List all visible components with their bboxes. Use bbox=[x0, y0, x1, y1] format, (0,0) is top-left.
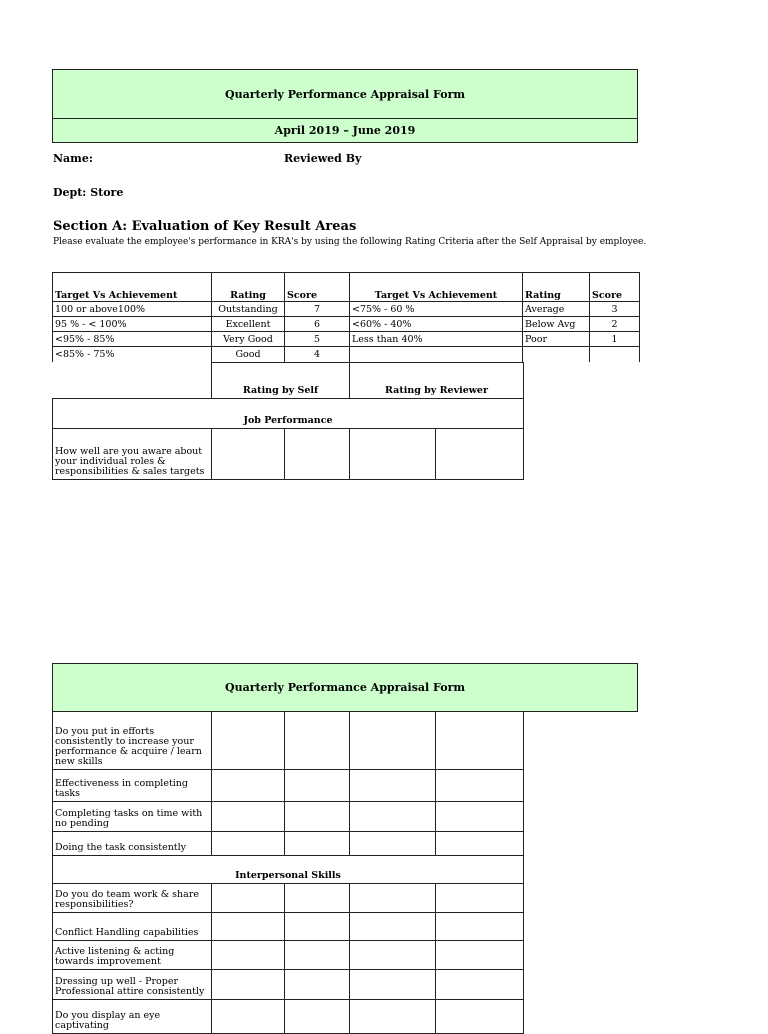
criteria-cell: Less than 40% bbox=[350, 332, 523, 347]
criteria-row bbox=[53, 332, 640, 347]
criteria-cell: Outstanding bbox=[212, 302, 285, 317]
self-rating-cell-2[interactable] bbox=[285, 429, 350, 480]
rating-criteria-table bbox=[52, 272, 640, 362]
reviewer-rating-cell-1[interactable] bbox=[350, 429, 436, 480]
self-rating-cell-1[interactable] bbox=[212, 802, 285, 832]
question-text: Active listening & acting towards improvement bbox=[53, 941, 212, 970]
self-rating-cell-2[interactable] bbox=[285, 941, 350, 970]
reviewer-rating-cell-1[interactable] bbox=[350, 712, 436, 770]
question-row bbox=[53, 770, 524, 802]
period-text: April 2019 – June 2019 bbox=[274, 124, 416, 137]
criteria-cell: 3 bbox=[590, 302, 640, 317]
criteria-cell: 5 bbox=[285, 332, 350, 347]
question-row bbox=[53, 913, 524, 941]
section-a-instruction: Please evaluate the employee's performance in KRA's by using the following Rating Criteria after the Self Appraisal by employee. bbox=[53, 237, 647, 247]
criteria-cell: Excellent bbox=[212, 317, 285, 332]
question-row bbox=[53, 970, 524, 1000]
self-rating-cell-1[interactable] bbox=[212, 941, 285, 970]
criteria-cell: Poor bbox=[523, 332, 590, 347]
question-row bbox=[53, 941, 524, 970]
criteria-cell: <85% - 75% bbox=[53, 347, 212, 362]
criteria-header-target: Target Vs Achievement bbox=[53, 273, 212, 302]
criteria-row bbox=[53, 317, 640, 332]
criteria-cell: 4 bbox=[285, 347, 350, 362]
period-banner bbox=[52, 118, 638, 143]
criteria-header-row bbox=[53, 273, 640, 302]
self-rating-cell-2[interactable] bbox=[285, 832, 350, 856]
criteria-header-score: Score bbox=[285, 273, 350, 302]
reviewer-rating-cell-1[interactable] bbox=[350, 884, 436, 913]
reviewer-rating-cell-2[interactable] bbox=[436, 712, 524, 770]
criteria-cell bbox=[350, 347, 523, 362]
self-rating-cell-1[interactable] bbox=[212, 832, 285, 856]
self-rating-cell-1[interactable] bbox=[212, 1000, 285, 1034]
criteria-cell bbox=[590, 347, 640, 362]
reviewer-rating-cell-2[interactable] bbox=[436, 941, 524, 970]
criteria-row bbox=[53, 347, 640, 362]
criteria-cell: Average bbox=[523, 302, 590, 317]
self-rating-cell-2[interactable] bbox=[285, 913, 350, 941]
question-text: Do you do team work & share responsibilities? bbox=[53, 884, 212, 913]
interpersonal-skills-row bbox=[53, 856, 524, 884]
question-text: Do you put in efforts consistently to increase your performance & acquire / learn new skills bbox=[53, 712, 212, 770]
reviewer-rating-cell-2[interactable] bbox=[436, 770, 524, 802]
reviewer-rating-cell-1[interactable] bbox=[350, 913, 436, 941]
job-performance-row bbox=[53, 399, 524, 429]
reviewed-by-label: Reviewed By bbox=[284, 152, 362, 165]
question-row bbox=[53, 802, 524, 832]
self-rating-cell-1[interactable] bbox=[212, 429, 285, 480]
criteria-cell: 7 bbox=[285, 302, 350, 317]
criteria-header-rating: Rating bbox=[212, 273, 285, 302]
self-rating-cell-1[interactable] bbox=[212, 884, 285, 913]
criteria-cell: 6 bbox=[285, 317, 350, 332]
reviewer-rating-cell-1[interactable] bbox=[350, 770, 436, 802]
question-row bbox=[53, 712, 524, 770]
reviewer-rating-cell-2[interactable] bbox=[436, 429, 524, 480]
name-label: Name: bbox=[53, 152, 93, 165]
self-rating-cell-1[interactable] bbox=[212, 913, 285, 941]
criteria-header-rating-2: Rating bbox=[523, 273, 590, 302]
reviewer-rating-cell-2[interactable] bbox=[436, 913, 524, 941]
self-rating-cell-2[interactable] bbox=[285, 970, 350, 1000]
criteria-cell: Very Good bbox=[212, 332, 285, 347]
form-title: Quarterly Performance Appraisal Form bbox=[224, 87, 466, 101]
question-row bbox=[53, 1000, 524, 1034]
criteria-cell: 95 % - < 100% bbox=[53, 317, 212, 332]
criteria-cell: <60% - 40% bbox=[350, 317, 523, 332]
criteria-cell: 2 bbox=[590, 317, 640, 332]
reviewer-rating-cell-2[interactable] bbox=[436, 884, 524, 913]
reviewer-rating-cell-2[interactable] bbox=[436, 802, 524, 832]
self-rating-cell-1[interactable] bbox=[212, 770, 285, 802]
page2-evaluation-table bbox=[52, 711, 524, 1034]
question-text: Doing the task consistently bbox=[53, 832, 212, 856]
question-text: Effectiveness in completing tasks bbox=[53, 770, 212, 802]
rating-by-reviewer-header: Rating by Reviewer bbox=[350, 363, 524, 399]
self-rating-cell-2[interactable] bbox=[285, 802, 350, 832]
job-performance-title: Job Performance bbox=[53, 399, 524, 429]
self-rating-cell-2[interactable] bbox=[285, 712, 350, 770]
section-a-title: Section A: Evaluation of Key Result Areas bbox=[53, 219, 357, 234]
criteria-cell: <95% - 85% bbox=[53, 332, 212, 347]
reviewer-rating-cell-1[interactable] bbox=[350, 832, 436, 856]
rating-by-self-header: Rating by Self bbox=[212, 363, 350, 399]
criteria-cell: 1 bbox=[590, 332, 640, 347]
dept-label: Dept: Store bbox=[53, 186, 124, 199]
reviewer-rating-cell-1[interactable] bbox=[350, 1000, 436, 1034]
question-text: How well are you aware about your individual roles & responsibilities & sales targets bbox=[53, 429, 212, 480]
evaluation-table bbox=[52, 362, 524, 480]
question-row bbox=[53, 429, 524, 480]
question-row bbox=[53, 884, 524, 913]
criteria-cell: Good bbox=[212, 347, 285, 362]
reviewer-rating-cell-2[interactable] bbox=[436, 1000, 524, 1034]
question-text: Conflict Handling capabilities bbox=[53, 913, 212, 941]
criteria-cell: 100 or above100% bbox=[53, 302, 212, 317]
form-title-banner bbox=[52, 69, 638, 119]
question-text: Completing tasks on time with no pending bbox=[53, 802, 212, 832]
page2-title-banner bbox=[52, 663, 638, 712]
self-rating-cell-2[interactable] bbox=[285, 1000, 350, 1034]
criteria-header-target-2: Target Vs Achievement bbox=[350, 273, 523, 302]
reviewer-rating-cell-2[interactable] bbox=[436, 832, 524, 856]
self-rating-cell-1[interactable] bbox=[212, 712, 285, 770]
reviewer-rating-cell-1[interactable] bbox=[350, 802, 436, 832]
self-rating-cell-1[interactable] bbox=[212, 970, 285, 1000]
question-row bbox=[53, 832, 524, 856]
reviewer-rating-cell-2[interactable] bbox=[436, 970, 524, 1000]
page2-form-title: Quarterly Performance Appraisal Form bbox=[224, 681, 466, 694]
self-rating-cell-2[interactable] bbox=[285, 770, 350, 802]
rating-columns-row bbox=[53, 363, 524, 399]
criteria-cell: Below Avg bbox=[523, 317, 590, 332]
criteria-row bbox=[53, 302, 640, 317]
criteria-cell bbox=[523, 347, 590, 362]
question-text: Dressing up well - Proper Professional attire consistently bbox=[53, 970, 212, 1000]
reviewer-rating-cell-1[interactable] bbox=[350, 970, 436, 1000]
self-rating-cell-2[interactable] bbox=[285, 884, 350, 913]
criteria-cell: <75% - 60 % bbox=[350, 302, 523, 317]
interpersonal-skills-title: Interpersonal Skills bbox=[53, 856, 524, 884]
reviewer-rating-cell-1[interactable] bbox=[350, 941, 436, 970]
question-text: Do you display an eye captivating bbox=[53, 1000, 212, 1034]
criteria-header-score-2: Score bbox=[590, 273, 640, 302]
